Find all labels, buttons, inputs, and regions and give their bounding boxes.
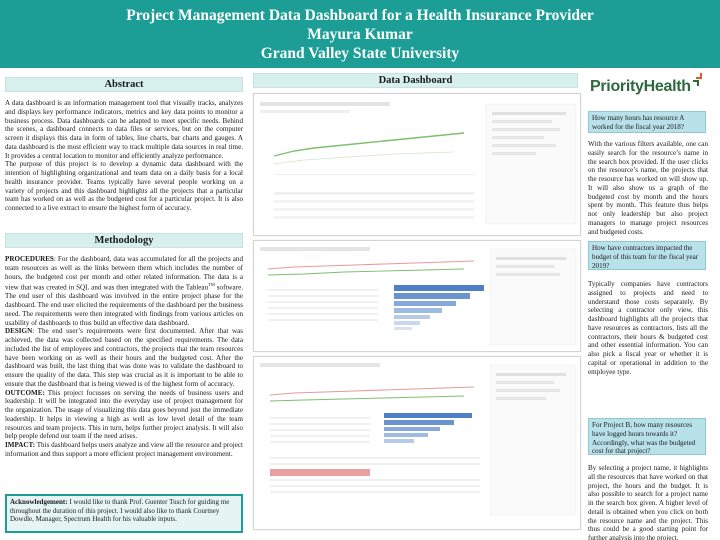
abstract-paragraph-2: The purpose of this project is to develop a dynamic data dashboard with the intention of highlighting organizational and team data on a daily basis for a local health insurance provider. Teams typically have several people working on a variety of projects and this dashboard highlights all the projects that a particular team has worked on as well as the budgeted cost for a particular project. It is also connected to a live extract to ensure the highest form of accuracy. — [5, 160, 243, 212]
answer-1: With the various filters available, one can easily search for the resource’s name in the search box provided. If the user clicks on the resource’s name, the projects that the resource has worked on will show up. It will also show us a graph of the budgeted cost by month and the hours spent by month. This feature thus helps not only leadership but also project managers to manage project resources and budgeted costs. — [588, 140, 708, 236]
procedures-paragraph — [5, 255, 243, 327]
abstract-body — [5, 99, 243, 213]
acknowledgement-text: I would like to thank Prof. Guenter Tusch for guiding me throughout the duration of this project. I would also like to thank Courtney Dowdle, Manager, Spectrum Health for his valuable inputs. — [10, 498, 230, 524]
poster-title: Project Management Data Dashboard for a Health Insurance Provider — [126, 7, 594, 24]
dashboard-screenshot-1 — [253, 93, 581, 236]
question-box-1: How many hours has resource A worked for the fiscal year 2018? — [588, 111, 706, 133]
impact-paragraph — [5, 441, 243, 459]
design-text: : The end user’s requirements were first documented. After that was achieved, the data was collected based on the specified requirements. The data included the list of employees and contractors, the projects that the team resources have been working on as well as their hours and the budgeted cost. After the dashboard was built, the last thing that was done was to validate the dashboard to ensure the quality of the data. This step was crucial as it is important to be able to ensure that the dashboard that is being viewed is of the highest form of accuracy. — [5, 327, 243, 388]
trademark-mark: TM — [208, 282, 215, 288]
dashboard-screenshot-2-graphic — [254, 241, 581, 352]
logo-text: PriorityHealth — [590, 78, 691, 95]
impact-label: IMPACT: — [5, 441, 36, 450]
logo-plus-icon — [691, 72, 707, 88]
procedures-label: PROCEDURES — [5, 255, 54, 263]
question-box-3: For Project B, how many resources have logged hours towards it? Accordingly, what was the budgeted cost for that project? — [588, 418, 706, 455]
outcome-label: OUTCOME: — [5, 388, 45, 397]
poster-institution: Grand Valley State University — [260, 45, 460, 62]
dashboard-screenshot-3 — [253, 356, 581, 530]
procedures-text-2: software. The end user of this dashboard was involved in the entire project phase for the dashboard. The end user elicited the requirements of the dashboard per the business need. The requirements were then integrated with findings from various articles on usability of dashboards to thus build an effective data dashboard. — [5, 283, 243, 327]
dashboard-screenshot-2 — [253, 240, 581, 352]
title-banner — [0, 0, 720, 68]
abstract-paragraph-1: A data dashboard is an information management tool that visually tracks, analyzes and displays key performance indicators, metrics and key data points to monitor a business process. Data dashboards can be adapted to meet specific needs. Behind the scenes, a dashboard connects to data files or services, but on the computer screen it displays this data in form of tables, line charts, bar charts and gauges. A data dashboard is the most efficient way to track multiple data sources in real time. It provides a central location to monitor and efficiently analyze performance. — [5, 99, 243, 160]
impact-text: This dashboard helps users analyze and view all the resource and project information and thus support a more efficient project management environment. — [5, 441, 243, 458]
procedures-text: : For the dashboard, data was accumulated for all the projects and team resources as well as the links between them which includes the number of hours, the budgeted cost per month and other related information. The data is a view that was created in SQL and was then integrated with the Tableau — [5, 255, 243, 292]
outcome-paragraph — [5, 389, 243, 442]
priority-health-logo — [590, 72, 710, 104]
design-label: DESIGN — [5, 327, 33, 336]
dashboard-screenshot-1-graphic — [254, 94, 581, 236]
abstract-heading: Abstract — [5, 77, 243, 92]
poster-author: Mayura Kumar — [307, 26, 413, 43]
design-paragraph — [5, 327, 243, 388]
methodology-body — [5, 255, 243, 459]
question-box-2: How have contractors impacted the budget of this team for the fiscal year 2019? — [588, 241, 706, 270]
dashboard-screenshot-3-graphic — [254, 357, 581, 530]
methodology-heading: Methodology — [5, 233, 243, 248]
dashboard-heading: Data Dashboard — [253, 73, 578, 88]
answer-2: Typically companies have contractors assigned to projects and need to understand those costs separately. By selecting a contractor only view, this dashboard highlights all the projects that have resources as contractors, lists all the contractors, their hours & budgeted cost and other essential information. You can also pick a fiscal year or whether it is capital or operational in addition to the employee type. — [588, 280, 708, 376]
acknowledgement-label: Acknowledgement: — [10, 498, 68, 506]
acknowledgement-box — [5, 494, 243, 533]
outcome-text: This project focusses on serving the needs of business users and leadership. It will be integrated into the everyday use of project management for the organization. The usage of visualizing this data goes beyond just the immediate leadership. It helps in viewing a high as well as low level detail of the team resources and team projects. This in turn, helps further project analysis. It will also help people defend our team if the need arises. — [5, 388, 243, 441]
answer-3: By selecting a project name, it highlights all the resources that have worked on that project, the hours and the budget. It is also possible to search for a project name in the search box given. A higher level of detail is obtained when you click on both the resource name and the project. This thus could be a good starting point for further analysis into the project. — [588, 464, 708, 540]
